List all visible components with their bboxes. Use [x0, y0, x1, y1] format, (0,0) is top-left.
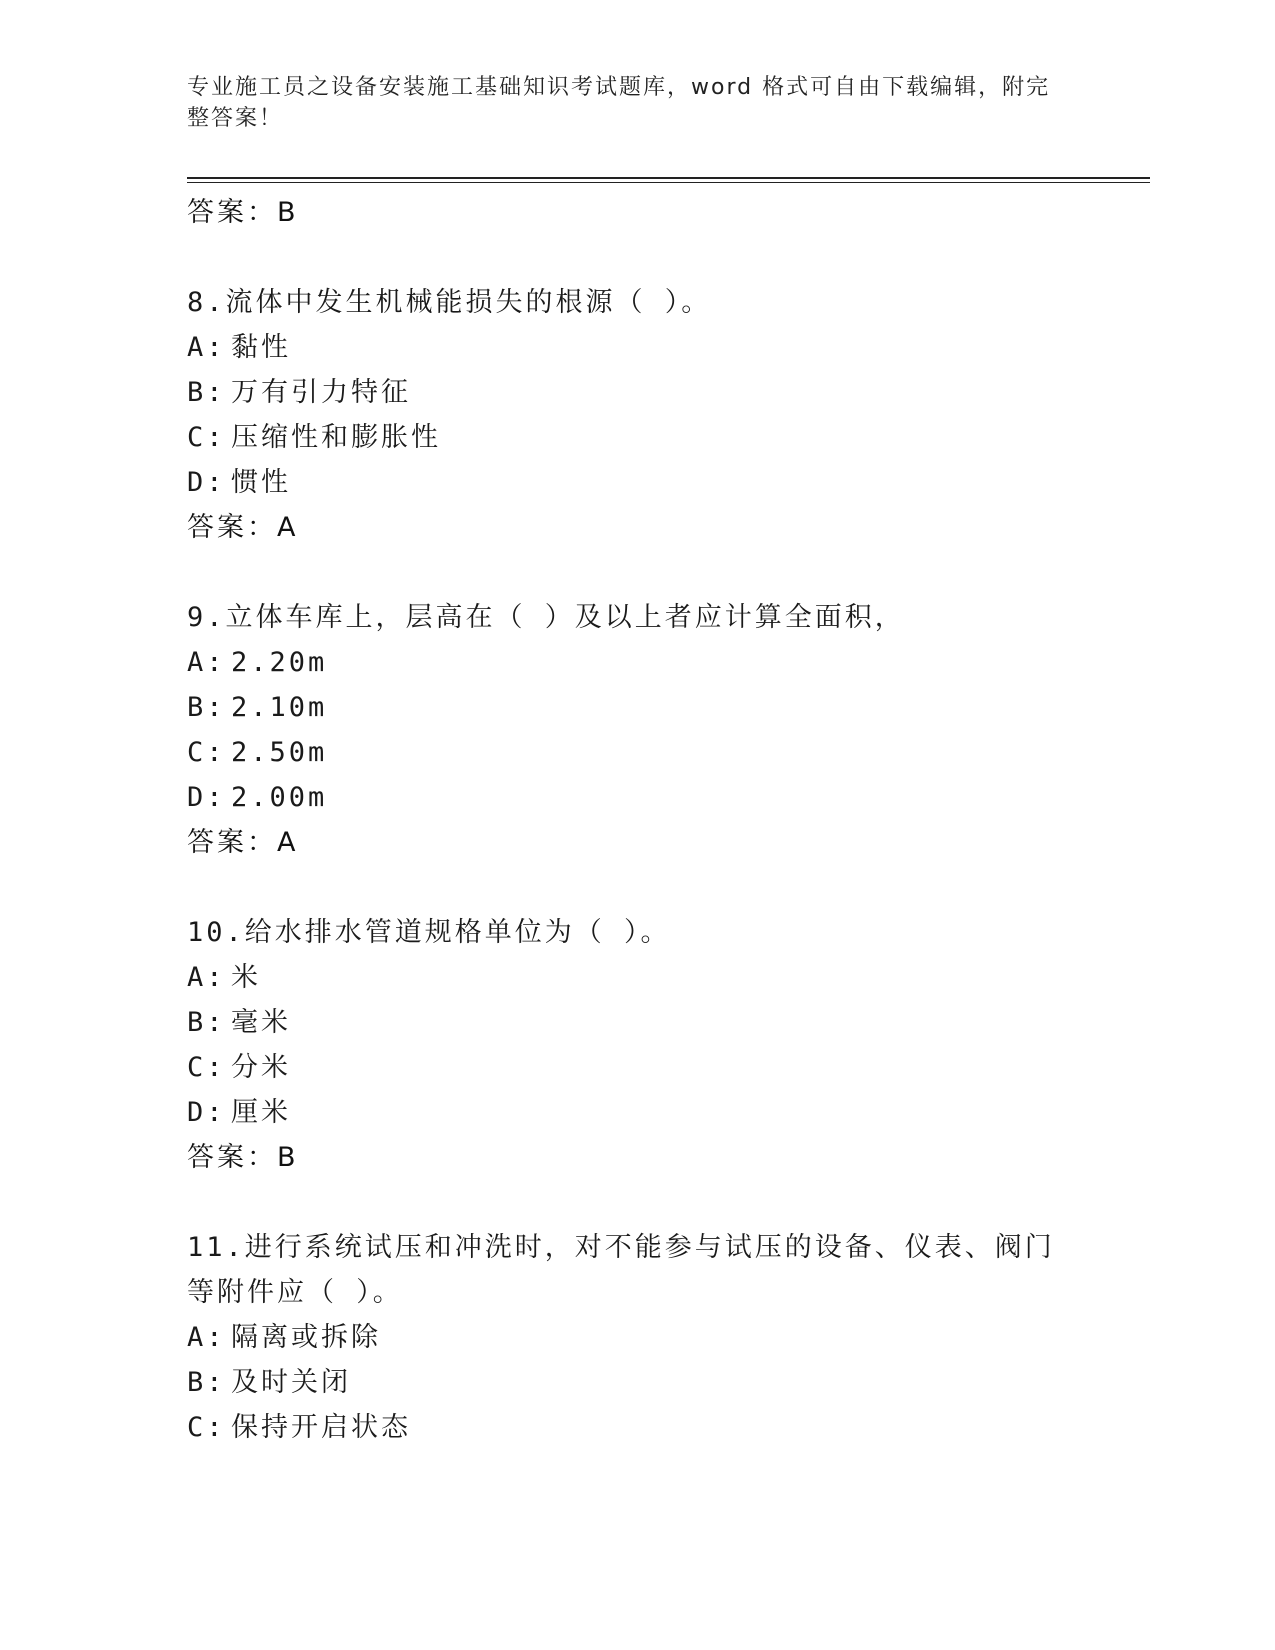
option-text: 2.10m — [231, 692, 328, 723]
question-stem: 8.流体中发生机械能损失的根源（ ）。 — [187, 287, 712, 318]
option-c — [187, 1405, 1087, 1450]
option-letter: C: — [187, 737, 226, 768]
question-stem: 10.给水排水管道规格单位为（ ）。 — [187, 917, 671, 948]
option-b — [187, 685, 1087, 730]
option-text: 黏性 — [231, 332, 291, 363]
option-d — [187, 460, 1087, 505]
option-a — [187, 325, 1087, 370]
option-letter: B: — [187, 1367, 226, 1398]
option-letter: C: — [187, 422, 226, 453]
question-stem: 9.立体车库上，层高在（ ）及以上者应计算全面积， — [187, 602, 905, 633]
option-b — [187, 1360, 1087, 1405]
option-c — [187, 730, 1087, 775]
option-text: 万有引力特征 — [231, 377, 411, 408]
option-letter: A: — [187, 1322, 226, 1353]
option-text: 2.00m — [231, 782, 328, 813]
option-text: 2.20m — [231, 647, 328, 678]
option-letter: C: — [187, 1052, 226, 1083]
option-letter: D: — [187, 1097, 226, 1128]
option-letter: D: — [187, 782, 226, 813]
option-b — [187, 370, 1087, 415]
question-item — [187, 595, 1087, 865]
option-text: 惯性 — [231, 467, 291, 498]
question-list — [187, 190, 1087, 1450]
option-c — [187, 1045, 1087, 1090]
option-letter: B: — [187, 1007, 226, 1038]
option-b — [187, 1000, 1087, 1045]
question-item — [187, 280, 1087, 550]
answer-line: 答案：A — [187, 827, 299, 858]
option-text: 及时关闭 — [231, 1367, 351, 1398]
option-text: 米 — [231, 962, 261, 993]
option-a — [187, 1315, 1087, 1360]
document-header: 专业施工员之设备安装施工基础知识考试题库，word 格式可自由下载编辑，附完整答案！ — [187, 75, 1051, 131]
option-c — [187, 415, 1087, 460]
option-letter: A: — [187, 962, 226, 993]
option-letter: B: — [187, 377, 226, 408]
option-letter: B: — [187, 692, 226, 723]
question-item — [187, 1225, 1087, 1450]
option-a — [187, 955, 1087, 1000]
option-text: 压缩性和膨胀性 — [231, 422, 441, 453]
option-text: 厘米 — [231, 1097, 291, 1128]
option-text: 保持开启状态 — [231, 1412, 411, 1443]
answer-line: 答案：B — [187, 1142, 299, 1173]
answer-line: 答案：B — [187, 197, 299, 228]
option-letter: A: — [187, 332, 226, 363]
option-text: 2.50m — [231, 737, 328, 768]
question-item — [187, 910, 1087, 1180]
option-letter: D: — [187, 467, 226, 498]
option-d — [187, 775, 1087, 820]
option-letter: A: — [187, 647, 226, 678]
option-text: 隔离或拆除 — [231, 1322, 381, 1353]
option-d — [187, 1090, 1087, 1135]
option-text: 毫米 — [231, 1007, 291, 1038]
answer-line: 答案：A — [187, 512, 299, 543]
option-letter: C: — [187, 1412, 226, 1443]
option-a — [187, 640, 1087, 685]
option-text: 分米 — [231, 1052, 291, 1083]
question-stem: 11.进行系统试压和冲洗时，对不能参与试压的设备、仪表、阀门等附件应（ ）。 — [187, 1232, 1055, 1308]
header-divider — [187, 177, 1150, 183]
